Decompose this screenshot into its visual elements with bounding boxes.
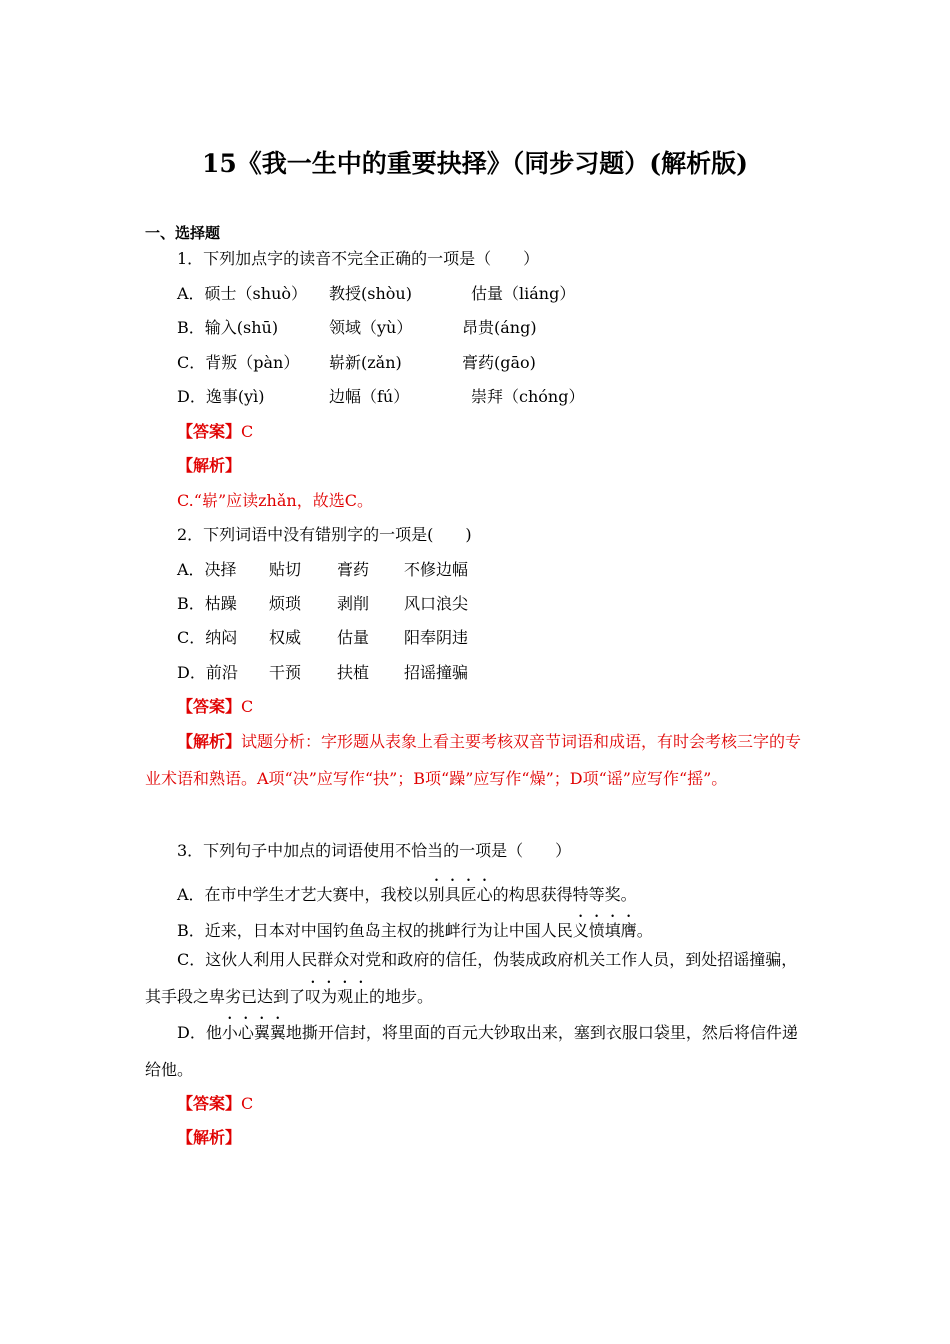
analysis-label: 【解析】 xyxy=(177,732,242,751)
q1-option-c-3: 膏药(gāo) xyxy=(462,353,536,372)
q2-analysis xyxy=(145,723,805,797)
q3-option-c xyxy=(145,941,805,1015)
analysis-text: 试题分析：字形题从表象上看主要考核双音节词语和成语，有时会考核三字的专业术语和熟语。A项“决”应写作“抉”；B项“躁”应写作“燥”；D项“谣”应写作“摇”。 xyxy=(145,732,802,788)
q2-option-b-3: 剥削 xyxy=(337,594,370,613)
q3-option-d-marked-word: 小心翼翼 xyxy=(221,1023,286,1042)
q3-option-c-tail: 的地步。 xyxy=(369,987,434,1006)
q2-option-d-2: 干预 xyxy=(269,663,302,682)
q2-option-d-3: 扶植 xyxy=(337,663,370,682)
q3-option-c-text: C．这伙人利用人民群众对党和政府的信任，伪装成政府机关工作人员，到处招谣撞骗，其手段之卑劣已达到了 xyxy=(145,950,798,1006)
q2-option-d-1: D．前沿 xyxy=(177,663,238,682)
q3-option-b xyxy=(177,912,653,942)
q2-option-c-4: 阳奉阴违 xyxy=(404,628,469,647)
q3-option-a-tail: 的构思获得特等奖。 xyxy=(492,885,637,904)
q3-option-b-tail: 。 xyxy=(636,921,653,940)
q3-option-d xyxy=(145,1014,805,1088)
q1-option-a-1: A．硕士（shuò） xyxy=(177,284,308,303)
q1-option-a-3: 估量（liáng） xyxy=(471,284,576,303)
q3-option-a-marked-word: 别具匠心 xyxy=(428,885,493,904)
q2-option-a-1: A．决择 xyxy=(177,560,237,579)
answer-label: 【答案】 xyxy=(177,697,242,716)
q2-option-a-2: 贴切 xyxy=(269,560,302,579)
question-3-stem: 3．下列句子中加点的词语使用不恰当的一项是（ ） xyxy=(177,841,572,860)
q1-option-c-1: C．背叛（pàn） xyxy=(177,353,300,372)
q2-option-b-4: 风口浪尖 xyxy=(404,594,469,613)
q3-option-d-text: D．他 xyxy=(177,1023,222,1042)
q2-option-d-4: 招谣撞骗 xyxy=(404,663,469,682)
q2-answer xyxy=(177,696,253,718)
answer-value: C xyxy=(241,697,254,716)
q3-analysis-label: 【解析】 xyxy=(177,1128,242,1147)
q1-answer xyxy=(177,421,253,443)
q1-analysis-label: 【解析】 xyxy=(177,456,242,475)
answer-label: 【答案】 xyxy=(177,1094,242,1113)
q1-option-b-3: 昂贵(áng) xyxy=(462,318,537,337)
q3-option-a xyxy=(177,876,637,906)
q1-option-d-2: 边幅（fú） xyxy=(329,387,410,406)
q3-option-c-marked-word: 叹为观止 xyxy=(305,987,370,1006)
q3-option-b-text: B．近来，日本对中国钓鱼岛主权的挑衅行为让中国人民 xyxy=(177,921,573,940)
answer-value: C xyxy=(241,422,254,441)
q2-option-c-2: 权威 xyxy=(269,628,302,647)
q2-option-a-4: 不修边幅 xyxy=(404,560,469,579)
question-2-stem: 2．下列词语中没有错别字的一项是( ) xyxy=(177,525,472,544)
q3-answer xyxy=(177,1093,253,1115)
q2-option-b-1: B．枯躁 xyxy=(177,594,237,613)
q1-option-d-3: 崇拜（chóng） xyxy=(471,387,585,406)
q1-option-d-1: D．逸事(yì) xyxy=(177,387,265,406)
q2-option-a-3: 膏药 xyxy=(337,560,370,579)
question-1-stem: 1．下列加点字的读音不完全正确的一项是（ ） xyxy=(177,249,540,268)
answer-value: C xyxy=(241,1094,254,1113)
answer-label: 【答案】 xyxy=(177,422,242,441)
q2-option-c-3: 估量 xyxy=(337,628,370,647)
q3-option-d-tail: 地撕开信封，将里面的百元大钞取出来，塞到衣服口袋里，然后将信件递给他。 xyxy=(145,1023,798,1079)
q1-option-b-2: 领域（yù） xyxy=(329,318,413,337)
q1-analysis-text: C.“崭”应读zhǎn，故选C。 xyxy=(177,491,373,510)
q1-option-c-2: 崭新(zǎn) xyxy=(329,353,402,372)
q3-option-b-marked-word: 义愤填膺 xyxy=(572,921,637,940)
section-heading: 一、选择题 xyxy=(145,224,221,242)
q1-option-a-2: 教授(shòu) xyxy=(329,284,412,303)
q1-option-b-1: B．输入(shū) xyxy=(177,318,279,337)
q2-option-b-2: 烦琐 xyxy=(269,594,302,613)
q3-option-a-text: A．在市中学生才艺大赛中，我校以 xyxy=(177,885,429,904)
q2-option-c-1: C．纳闷 xyxy=(177,628,238,647)
page-title: 15《我一生中的重要抉择》（同步习题）(解析版) xyxy=(202,149,748,178)
